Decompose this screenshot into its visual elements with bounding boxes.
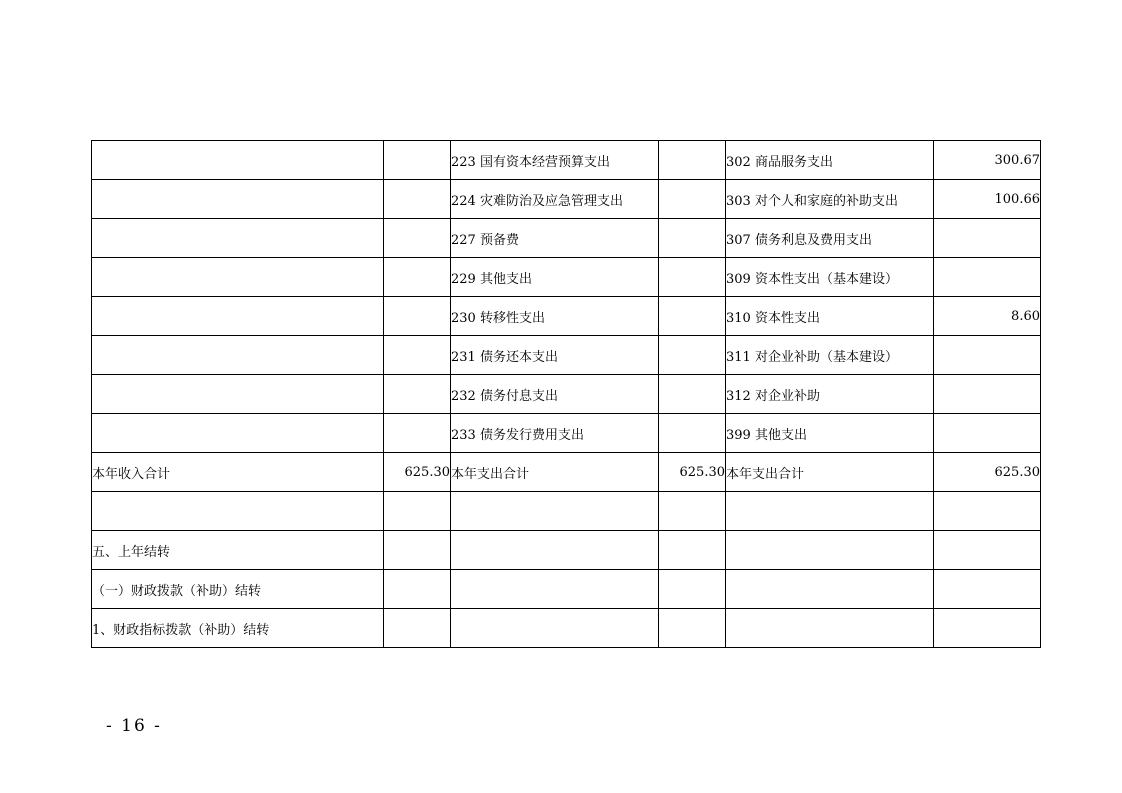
fiscal-carryover-item: （一）财政拨款（补助）结转 [92,570,384,609]
table-row [92,219,1041,258]
income-amount-cell [384,336,451,375]
function-expense-item-cell [451,531,659,570]
function-expense-amount-cell [659,336,726,375]
income-total-amount: 625.30 [384,453,451,492]
table-row [92,492,1041,531]
income-item-cell [92,141,384,180]
economic-expense-amount-cell [934,258,1041,297]
function-expense-item-cell [451,609,659,648]
income-item-cell [92,219,384,258]
income-amount-cell [384,180,451,219]
function-expense-amount-cell [659,219,726,258]
economic-expense-item-cell: 311 对企业补助（基本建设） [726,336,934,375]
table-row [92,141,1041,180]
income-amount-cell [384,375,451,414]
income-item-cell [92,492,384,531]
function-expense-item-cell: 232 债务付息支出 [451,375,659,414]
economic-expense-item-cell: 399 其他支出 [726,414,934,453]
function-expense-amount-cell [659,414,726,453]
economic-expense-amount-cell [934,414,1041,453]
economic-expense-amount-cell [934,219,1041,258]
income-amount-cell [384,258,451,297]
table-row [92,180,1041,219]
economic-expense-item-cell [726,570,934,609]
economic-expense-item-cell: 303 对个人和家庭的补助支出 [726,180,934,219]
function-expense-amount-cell [659,570,726,609]
income-item-cell [92,258,384,297]
income-amount-cell [384,141,451,180]
income-amount-cell [384,531,451,570]
table-row [92,336,1041,375]
table-row [92,570,1041,609]
income-amount-cell [384,414,451,453]
economic-expense-amount-cell: 300.67 [934,141,1041,180]
income-item-cell [92,375,384,414]
function-expense-amount-cell [659,258,726,297]
function-expense-item-cell: 233 债务发行费用支出 [451,414,659,453]
budget-table-container [91,140,1040,648]
economic-expense-amount-cell: 100.66 [934,180,1041,219]
economic-expense-item-cell: 307 债务利息及费用支出 [726,219,934,258]
economic-expense-item-cell [726,531,934,570]
function-expense-amount-cell [659,609,726,648]
income-amount-cell [384,297,451,336]
income-item-cell [92,297,384,336]
function-expense-item-cell [451,570,659,609]
income-amount-cell [384,609,451,648]
function-expense-amount-cell [659,492,726,531]
function-expense-amount-cell [659,297,726,336]
income-amount-cell [384,492,451,531]
function-expense-item-cell: 227 预备费 [451,219,659,258]
table-row [92,531,1041,570]
economic-expense-item-cell: 302 商品服务支出 [726,141,934,180]
economic-expense-item-cell [726,609,934,648]
economic-expense-amount-cell [934,336,1041,375]
income-total-label: 本年收入合计 [92,453,384,492]
page-number: - 16 - [106,716,162,736]
income-item-cell [92,414,384,453]
economic-expense-amount-cell [934,375,1041,414]
function-expense-item-cell: 230 转移性支出 [451,297,659,336]
table-row [92,258,1041,297]
table-row-total [92,453,1041,492]
income-item-cell [92,180,384,219]
economic-expense-total-label: 本年支出合计 [726,453,934,492]
economic-expense-amount-cell [934,531,1041,570]
fiscal-indicator-carryover-item: 1、财政指标拨款（补助）结转 [92,609,384,648]
table-row [92,297,1041,336]
function-expense-amount-cell [659,180,726,219]
function-expense-item-cell: 224 灾难防治及应急管理支出 [451,180,659,219]
economic-expense-amount-cell [934,609,1041,648]
income-item-cell [92,336,384,375]
function-expense-total-label: 本年支出合计 [451,453,659,492]
table-row [92,375,1041,414]
table-row [92,609,1041,648]
function-expense-amount-cell [659,531,726,570]
economic-expense-amount-cell [934,492,1041,531]
budget-table [91,140,1041,648]
economic-expense-amount-cell: 8.60 [934,297,1041,336]
economic-expense-amount-cell [934,570,1041,609]
economic-expense-item-cell [726,492,934,531]
function-expense-item-cell [451,492,659,531]
economic-expense-item-cell: 312 对企业补助 [726,375,934,414]
function-expense-total-amount: 625.30 [659,453,726,492]
economic-expense-item-cell: 309 资本性支出（基本建设） [726,258,934,297]
function-expense-item-cell: 231 债务还本支出 [451,336,659,375]
carryover-heading: 五、上年结转 [92,531,384,570]
function-expense-item-cell: 229 其他支出 [451,258,659,297]
income-amount-cell [384,219,451,258]
income-amount-cell [384,570,451,609]
table-row [92,414,1041,453]
function-expense-amount-cell [659,141,726,180]
function-expense-amount-cell [659,375,726,414]
function-expense-item-cell: 223 国有资本经营预算支出 [451,141,659,180]
economic-expense-item-cell: 310 资本性支出 [726,297,934,336]
economic-expense-total-amount: 625.30 [934,453,1041,492]
